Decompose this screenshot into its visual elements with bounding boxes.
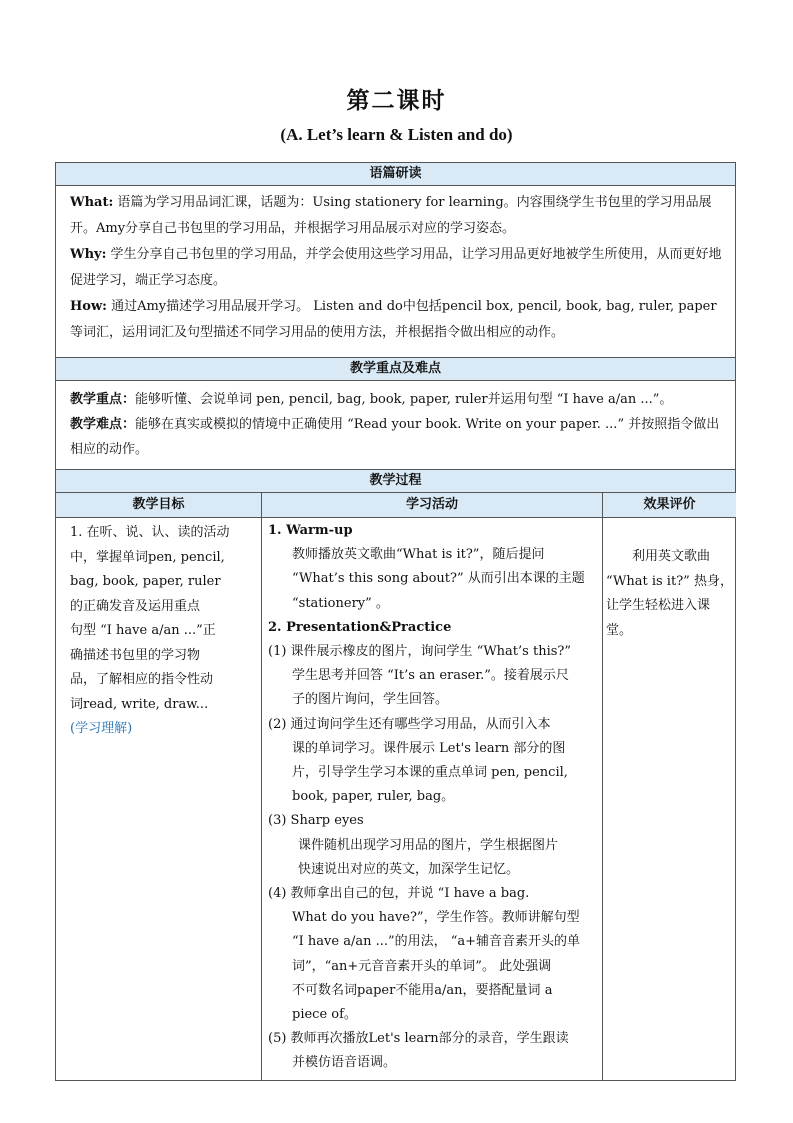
evaluation-line: 利用英文歌曲 bbox=[606, 549, 711, 564]
page-title: 第二课时 bbox=[346, 87, 447, 114]
activity-line: (3) Sharp eyes bbox=[268, 813, 364, 829]
how-paragraph: How: 通过Amy描述学习用品展开学习。 Listen and do中包括pencil box, pencil, book, bag, ruler, paper等词汇，运用词汇及句型描述不同学习用品的使用方法，并根据指令做出相应的动作。 bbox=[70, 299, 717, 340]
activity-line: 快速说出对应的英文，加深学生记忆。 bbox=[298, 861, 520, 877]
activity-line: 子的图片询问，学生回答。 bbox=[292, 692, 449, 708]
column-header-activities: 学习活动 bbox=[262, 493, 602, 518]
column-header-evaluation: 效果评价 bbox=[603, 493, 736, 518]
goal-line: bag, book, paper, ruler bbox=[70, 574, 221, 589]
goal-line: 确描述书包里的学习物 bbox=[70, 647, 201, 663]
activity-line: (1) 课件展示橡皮的图片，询问学生 “What’s this?” bbox=[268, 644, 572, 660]
activity-line: 片，引导学生学习本课的重点单词 pen, pencil, bbox=[292, 765, 568, 781]
goal-category-tag: (学习理解) bbox=[70, 721, 133, 736]
key-point: 教学重点：能够听懂、会说单词 pen, pencil, bag, book, paper, ruler并运用句型 “I have a/an ...”。 bbox=[70, 392, 673, 407]
activity-line: 课件随机出现学习用品的图片，学生根据图片 bbox=[298, 837, 559, 853]
activity-line: 并模仿语音语调。 bbox=[292, 1055, 397, 1071]
evaluation-column bbox=[606, 545, 734, 643]
teaching-process-table bbox=[55, 469, 736, 1081]
goal-line: 1. 在听、说、认、读的活动 bbox=[70, 525, 230, 540]
activity-line: 课的单词学习。课件展示 Let's learn 部分的图 bbox=[292, 740, 566, 756]
activity-line: 词”，“an+元音音素开头的单词”。 此处强调 bbox=[292, 958, 552, 974]
evaluation-line: “What is it?” 热身， bbox=[606, 573, 733, 589]
goals-column bbox=[70, 521, 258, 742]
activity-line: book, paper, ruler, bag。 bbox=[292, 789, 455, 805]
why-paragraph: Why: 学生分享自己书包里的学习用品，并学会使用这些学习用品，让学习用品更好地被学生所使用，从而更好地促进学习，端正学习态度。 bbox=[70, 247, 722, 288]
activity-line: (2) 通过询问学生还有哪些学习用品，从而引入本 bbox=[268, 716, 551, 732]
activity-line: “I have a/an ...”的用法， “a+辅音音素开头的单 bbox=[292, 934, 581, 950]
activity-line: 1. Warm-up bbox=[268, 523, 353, 538]
activity-line: 教师播放英文歌曲“What is it?”，随后提问 bbox=[292, 547, 545, 563]
evaluation-line: 堂。 bbox=[606, 622, 633, 638]
section-heading: 语篇研读 bbox=[56, 163, 735, 186]
evaluation-line: 让学生轻松进入课 bbox=[606, 598, 711, 613]
goal-line: 句型 “I have a/an ...”正 bbox=[70, 623, 216, 638]
what-paragraph: What: 语篇为学习用品词汇课，话题为：Using stationery for learning。内容围绕学生书包里的学习用品展开。Amy分享自己书包里的学习用品，并根据学习用品展示对应的学习姿态。 bbox=[70, 195, 712, 236]
section-heading: 教学过程 bbox=[56, 470, 735, 493]
goal-line: 中，掌握单词pen, pencil, bbox=[70, 549, 225, 565]
key-points-section bbox=[55, 357, 736, 470]
goal-line: 品，了解相应的指令性动 bbox=[70, 672, 214, 687]
activity-line: piece of。 bbox=[292, 1007, 357, 1023]
activity-line: 2. Presentation&Practice bbox=[268, 619, 452, 635]
column-header-goals: 教学目标 bbox=[56, 493, 261, 518]
column-divider bbox=[602, 493, 603, 1080]
activity-line: (4) 教师拿出自己的包，并说 “I have a bag. bbox=[268, 886, 530, 902]
activities-column bbox=[268, 519, 600, 1076]
activity-line: 学生思考并回答 “It’s an eraser.”。接着展示尺 bbox=[292, 668, 569, 684]
activity-line: “stationery” 。 bbox=[292, 595, 389, 611]
goal-line: 词read, write, draw... bbox=[70, 696, 209, 712]
activity-line: (5) 教师再次播放Let's learn部分的录音，学生跟读 bbox=[268, 1031, 569, 1047]
page-subtitle: (A. Let’s learn & Listen and do) bbox=[280, 125, 513, 144]
activity-line: 不可数名词paper不能用a/an，要搭配量词 a bbox=[292, 982, 553, 998]
activity-line: What do you have?”，学生作答。教师讲解句型 bbox=[292, 910, 580, 926]
goal-line: 的正确发音及运用重点 bbox=[70, 598, 201, 614]
column-divider bbox=[261, 493, 262, 1080]
discourse-analysis-section bbox=[55, 162, 736, 358]
activity-line: “What’s this song about?” 从而引出本课的主题 bbox=[292, 571, 585, 587]
section-heading: 教学重点及难点 bbox=[56, 358, 735, 381]
difficult-point: 教学难点：能够在真实或模拟的情境中正确使用 “Read your book. Write on your paper. ...” 并按照指令做出相应的动作。 bbox=[70, 417, 720, 457]
